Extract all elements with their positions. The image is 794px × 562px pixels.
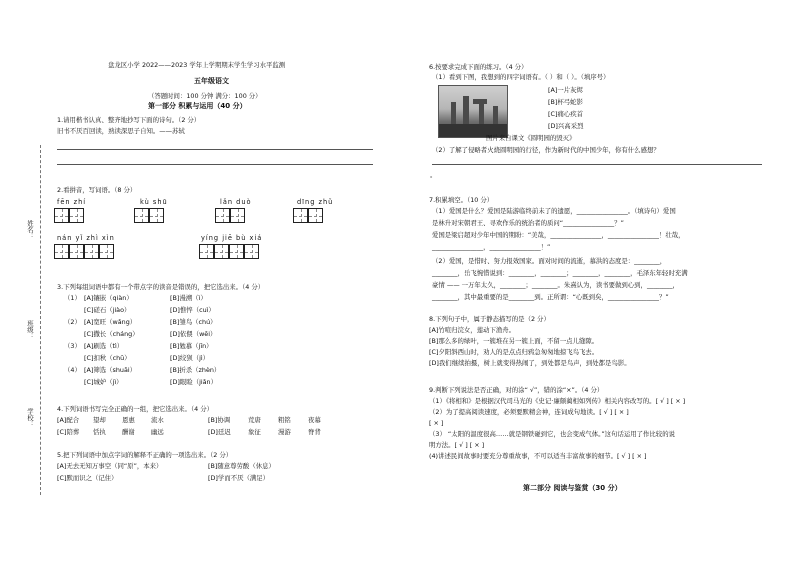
q2-pinyin-6: yíng jiē bù xiá <box>201 234 263 242</box>
q1-text: 旧书不厌百回读，熟读深思子自知。——苏轼 <box>57 127 185 135</box>
q4-word: 象征 <box>248 428 261 436</box>
q2-boxes-5[interactable] <box>54 244 114 259</box>
q4-option[interactable]: [D]廷迟 <box>208 428 231 436</box>
q4-word: 荒唐 <box>248 416 261 424</box>
q3-option[interactable]: [A]镶嵌（qiàn） <box>84 294 133 302</box>
q4-option[interactable]: [B]协调 <box>208 416 231 424</box>
q2-stem: 2.看拼音，写词语。（8 分） <box>57 186 137 194</box>
q4-word: 漫游 <box>278 428 291 436</box>
q1-answer-line-1 <box>57 149 373 150</box>
q3-option[interactable]: [D]依偎（wēi） <box>170 330 217 338</box>
q9-item[interactable]: (4)讲述民间故事时要充分尊重故事，不可以适当丰富故事的细节。[ √ ] [ × ] <box>429 452 647 460</box>
q4-option[interactable]: [C]陪葬 <box>57 428 80 436</box>
part1-title: 第一部分 积累与运用（40 分） <box>148 102 247 110</box>
q7-line: ________________，________________！” <box>432 243 551 251</box>
q2-boxes-3[interactable] <box>215 208 245 223</box>
q3-option[interactable]: [C]扣秋（chū） <box>84 354 131 362</box>
q3-option[interactable]: [B]雏鸟（chú） <box>170 318 217 326</box>
q7-stem: 7.积累填空。（10 分） <box>429 196 494 204</box>
q2-pinyin-3: lǎn duò <box>220 198 252 206</box>
q4-word: 恬执 <box>93 428 106 436</box>
q3-option[interactable]: [D]眼睑（jiǎn） <box>170 378 217 386</box>
q9-item[interactable]: （2）为了提高阅读速度，必须要默精会神，连词成句地读。[ √ ] [ × ] <box>429 408 629 416</box>
q6-end-mark: 。 <box>430 171 437 179</box>
q5-option-b[interactable]: [B]随意尊劳酸（休息） <box>208 462 275 470</box>
q7-line: （2）爱国，是惜时、努力报效国家。面对时间的流逝，慕洪的态度是：________， <box>432 257 667 265</box>
yuanmingyuan-ruins-image <box>438 85 508 138</box>
q5-option-d[interactable]: [D]学而不厌（满足） <box>208 474 270 482</box>
q9-stem: 9.判断下列说法是否正确，对的涂“ √”，错的涂“×”。（4 分） <box>429 386 604 394</box>
q9-item[interactable]: （3） “太阳的温度很高……就是钢铁碰到它，也会变成气体。”这句话运用了作比较的说 <box>429 430 675 438</box>
q8-stem: 8.下列句子中，属于静态描写的是（2 分） <box>429 315 550 323</box>
q6-stem: 6.按要求完成下面的练习。（4 分） <box>429 63 528 71</box>
q7-line: ________，岳飞惋惜说到：________，________；________，________，毛泽东年轻时充满 <box>432 269 688 277</box>
q3-option[interactable]: [B]勉慕（jīn） <box>170 342 213 350</box>
q2-pinyin-1: fēn zhí <box>57 198 87 206</box>
q7-line: 豪情 —— 一万年太久，________；________。朱熹认为，读书要做到心到，________， <box>432 281 679 289</box>
q6-option-c[interactable]: [C]痛心疾首 <box>548 110 584 118</box>
q3-group-number: （2） <box>64 318 81 326</box>
part2-title: 第二部分 阅读与鉴赏（30 分） <box>523 484 622 492</box>
q4-word: 夜幕 <box>308 416 321 424</box>
q2-pinyin-5: nán yǐ zhì xìn <box>57 234 115 242</box>
q7-line: 是林升对宋朝君王、寻欢作乐的统治者的质问“________________？” <box>432 219 624 227</box>
q4-word: 脊背 <box>308 428 321 436</box>
q4-word: 恩惠 <box>122 416 135 424</box>
q8-option[interactable]: [B]那么多的绿叶，一簇堆在另一簇上面，不留一点儿缝隙。 <box>429 337 599 345</box>
q6-sub2: （2）了解了侵略者火烧圆明园的行径，作为新时代的中国少年，你有什么感想？ <box>432 146 660 154</box>
q5-stem: 5.把下列词语中加点字词的解释不正确的一项选出来。（2 分） <box>57 451 233 459</box>
q9-item[interactable]: [ × ] <box>429 419 444 427</box>
q4-word: 流水 <box>151 416 164 424</box>
q8-option[interactable]: [C]夕阳斜西山时，劝人的是点点归鸦急匆匆地掠飞鸟飞去。 <box>429 348 599 356</box>
q3-group-number: （3） <box>64 342 81 350</box>
q9-item[interactable]: 明方法。[ √ ] [ × ] <box>429 441 485 449</box>
q2-boxes-1[interactable] <box>54 208 84 223</box>
q4-word: 粗铭 <box>278 416 291 424</box>
q6-caption: 图片来自课文《圆明园的毁灭》 <box>486 134 576 142</box>
q4-stem: 4.下列词语书写完全正确的一组，把它选出来。（4 分） <box>57 405 213 413</box>
q4-option[interactable]: [A]配合 <box>57 416 80 424</box>
q3-option[interactable]: [A]筛选（shuāi） <box>84 366 137 374</box>
q3-option[interactable]: [D]绞狈（jì） <box>170 354 210 362</box>
q2-boxes-6[interactable] <box>199 244 259 259</box>
q6-sub1: （1）看到下图，我想到的四字词语有。（ ）和（ ）。（填序号） <box>432 73 610 81</box>
q1-answer-line-2 <box>57 164 373 165</box>
q3-option[interactable]: [C]撒长（cháng） <box>84 330 139 338</box>
q3-group-number: （4） <box>64 366 81 374</box>
binding-line <box>40 145 41 495</box>
q4-word: 望却 <box>93 416 106 424</box>
q3-option[interactable]: [A]宽旺（wǎng） <box>84 318 137 326</box>
q7-line: 爱国是梁启超对少年中国的期盼：“美哉，________________，________________！壮哉， <box>432 231 685 239</box>
q2-boxes-2[interactable] <box>134 208 164 223</box>
q8-option[interactable]: [D]我们继续拍摄，树上就变得热闹了，到处都是鸟声，到处都是鸟影。 <box>429 359 631 367</box>
q3-option[interactable]: [D]憔悴（cuì） <box>170 306 215 314</box>
q3-option[interactable]: [C]城妒（jì） <box>84 378 123 386</box>
q1-stem: 1.请用楷书认真、整齐地抄写下面的诗句。（2 分） <box>57 116 201 124</box>
q5-option-a[interactable]: [A]无去无知万事空（同“原”，本来） <box>57 462 163 470</box>
q9-item[interactable]: （1）《将相和》是根据汉代司马光的《史记·廉颇蔺相如列传》相关内容改写的。[ √ ] [ × ] <box>429 397 686 405</box>
q6-answer-line <box>432 164 762 165</box>
exam-info: （答题时间：100 分钟 满分：100 分） <box>148 92 262 100</box>
q5-option-c[interactable]: [C]默而识之（记住） <box>57 474 118 482</box>
q6-option-d[interactable]: [D]兴高采烈 <box>548 122 584 130</box>
subject-title: 五年级语文 <box>194 77 229 85</box>
q8-option[interactable]: [A]竹喧归浣女，莲动下渔舟。 <box>429 326 516 334</box>
name-label: 姓名： <box>26 220 34 240</box>
school-label: 学校： <box>26 408 34 428</box>
q3-option[interactable]: [C]磋石（jiào） <box>84 306 131 314</box>
q6-option-b[interactable]: [B]杯弓蛇影 <box>548 98 583 106</box>
q3-option[interactable]: [B]漫溯（ì） <box>170 294 207 302</box>
q2-pinyin-4: dīng zhǔ <box>297 198 334 206</box>
q3-stem: 3.下列每组词语中都有一个带点字的读音是错误的，把它选出来。（4 分） <box>57 283 265 291</box>
q6-option-a[interactable]: [A]一片灰烬 <box>548 86 583 94</box>
q3-group-number: （1） <box>64 294 81 302</box>
q4-word: 幽远 <box>151 428 164 436</box>
q7-line: （1）爱国是什么？爱国是陆游临终前未了的遗愿，________________。（填诗句）爱国 <box>432 207 676 215</box>
q7-line: ________，其中最重要的是________到。正所谓：“心既到矣，________________？” <box>432 293 669 301</box>
q2-boxes-4[interactable] <box>293 208 323 223</box>
q3-option[interactable]: [B]折杀（zhèn） <box>170 366 221 374</box>
school-title: 盘龙区小学 2022——2023 学年上学期期末学生学习水平监测 <box>108 61 286 69</box>
class-label: 班级： <box>26 320 34 340</box>
q2-pinyin-2: kù shū <box>140 198 168 206</box>
q3-option[interactable]: [A]刷选（tì） <box>84 342 124 350</box>
q4-word: 酬谢 <box>122 428 135 436</box>
